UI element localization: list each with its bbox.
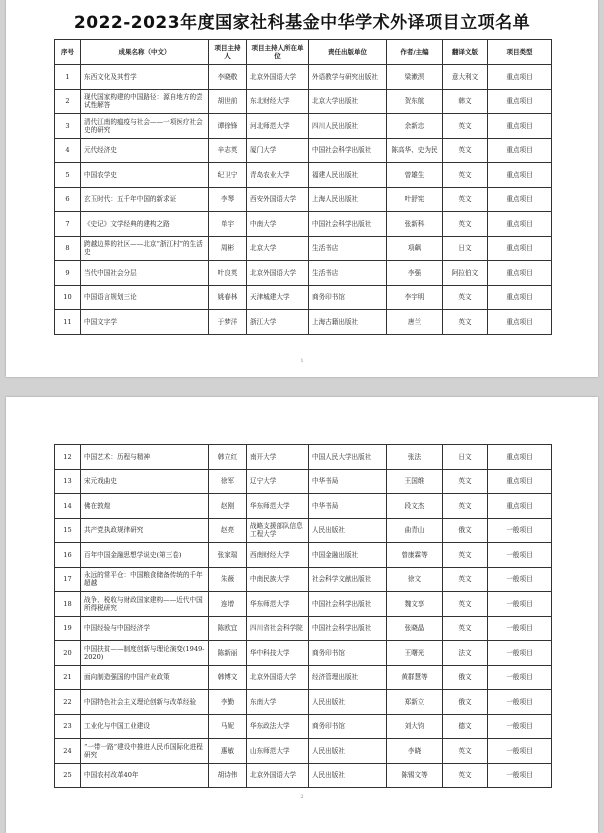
table-row bbox=[55, 310, 552, 335]
row-author: 曾雄生 bbox=[387, 163, 443, 188]
table-row bbox=[55, 163, 552, 188]
row-org: 山东师范大学 bbox=[247, 739, 309, 764]
row-type: 重点项目 bbox=[488, 310, 552, 335]
row-publisher: 生活书店 bbox=[309, 236, 387, 261]
header-org: 项目主持人所在单位 bbox=[247, 40, 309, 65]
row-host: 李晓敬 bbox=[209, 65, 247, 90]
row-host: 李琴 bbox=[209, 187, 247, 212]
row-type: 重点项目 bbox=[488, 469, 552, 494]
row-no: 18 bbox=[55, 592, 81, 617]
document-page-2 bbox=[6, 397, 598, 833]
table-row bbox=[55, 469, 552, 494]
header-name: 成果名称（中文） bbox=[81, 40, 209, 65]
table-row bbox=[55, 494, 552, 519]
table-row bbox=[55, 138, 552, 163]
row-org: 中南大学 bbox=[247, 212, 309, 237]
row-author: 张晓晶 bbox=[387, 616, 443, 641]
row-host: 纪卫宁 bbox=[209, 163, 247, 188]
row-type: 一般项目 bbox=[488, 567, 552, 592]
row-host: 陈新丽 bbox=[209, 641, 247, 666]
row-name: 佛在敦煌 bbox=[81, 494, 209, 519]
row-name: 玄玉时代：五千年中国的新求证 bbox=[81, 187, 209, 212]
row-type: 重点项目 bbox=[488, 65, 552, 90]
row-org: 青岛农业大学 bbox=[247, 163, 309, 188]
row-lang: 日文 bbox=[443, 445, 488, 470]
row-publisher: 中国社会科学出版社 bbox=[309, 592, 387, 617]
row-name: 面向制造强国的中国产业政策 bbox=[81, 665, 209, 690]
row-author: 叶舒宪 bbox=[387, 187, 443, 212]
page-number: 1 bbox=[300, 358, 304, 364]
row-org: 战略支援部队信息工程大学 bbox=[247, 518, 309, 543]
row-type: 一般项目 bbox=[488, 714, 552, 739]
row-type: 一般项目 bbox=[488, 543, 552, 568]
project-table-page-2 bbox=[54, 444, 552, 788]
row-no: 23 bbox=[55, 714, 81, 739]
row-name: 跨越边界的社区——北京“浙江村”的生活史 bbox=[81, 236, 209, 261]
row-host: 韩立红 bbox=[209, 445, 247, 470]
row-org: 北京外国语大学 bbox=[247, 261, 309, 286]
row-publisher: 人民出版社 bbox=[309, 518, 387, 543]
row-type: 一般项目 bbox=[488, 592, 552, 617]
row-no: 12 bbox=[55, 445, 81, 470]
row-author: 曾康霖等 bbox=[387, 543, 443, 568]
row-lang: 法文 bbox=[443, 641, 488, 666]
row-lang: 英文 bbox=[443, 763, 488, 788]
row-host: 赵刚 bbox=[209, 494, 247, 519]
row-name: 永远的常平仓：中国粮食储备传统的千年超越 bbox=[81, 567, 209, 592]
row-host: 叶良英 bbox=[209, 261, 247, 286]
row-author: 魏文享 bbox=[387, 592, 443, 617]
row-publisher: 中国金融出版社 bbox=[309, 543, 387, 568]
row-name: 中国农村改革40年 bbox=[81, 763, 209, 788]
header-publisher: 责任出版单位 bbox=[309, 40, 387, 65]
row-name: 百年中国金融思想学说史(第三卷) bbox=[81, 543, 209, 568]
row-type: 重点项目 bbox=[488, 261, 552, 286]
row-publisher: 中国人民大学出版社 bbox=[309, 445, 387, 470]
row-author: 徐文 bbox=[387, 567, 443, 592]
row-host: 韩博文 bbox=[209, 665, 247, 690]
table-row bbox=[55, 187, 552, 212]
row-publisher: 上海古籍出版社 bbox=[309, 310, 387, 335]
row-no: 25 bbox=[55, 763, 81, 788]
row-author: 刘大钧 bbox=[387, 714, 443, 739]
row-org: 华中科技大学 bbox=[247, 641, 309, 666]
row-lang: 英文 bbox=[443, 592, 488, 617]
row-no: 5 bbox=[55, 163, 81, 188]
row-lang: 英文 bbox=[443, 310, 488, 335]
project-table-page-1 bbox=[54, 39, 552, 335]
row-org: 东北财经大学 bbox=[247, 89, 309, 114]
row-lang: 英文 bbox=[443, 567, 488, 592]
row-name: 《史记》文学经典的建构之路 bbox=[81, 212, 209, 237]
row-author: 曲青山 bbox=[387, 518, 443, 543]
table-row bbox=[55, 285, 552, 310]
row-name: 中国扶贫——制度创新与理论演变(1949-2020) bbox=[81, 641, 209, 666]
row-lang: 英文 bbox=[443, 212, 488, 237]
row-org: 厦门大学 bbox=[247, 138, 309, 163]
row-author: 王国维 bbox=[387, 469, 443, 494]
row-org: 华东师范大学 bbox=[247, 494, 309, 519]
table-row bbox=[55, 518, 552, 543]
row-publisher: 社会科学文献出版社 bbox=[309, 567, 387, 592]
row-author: 李强 bbox=[387, 261, 443, 286]
row-host: 惠敏 bbox=[209, 739, 247, 764]
row-no: 21 bbox=[55, 665, 81, 690]
row-type: 一般项目 bbox=[488, 616, 552, 641]
row-host: 徐军 bbox=[209, 469, 247, 494]
table-row bbox=[55, 690, 552, 715]
table-row bbox=[55, 114, 552, 139]
row-publisher: 经济管理出版社 bbox=[309, 665, 387, 690]
row-publisher: 四川人民出版社 bbox=[309, 114, 387, 139]
row-author: 李宇明 bbox=[387, 285, 443, 310]
row-lang: 德文 bbox=[443, 714, 488, 739]
row-no: 2 bbox=[55, 89, 81, 114]
row-type: 重点项目 bbox=[488, 236, 552, 261]
row-publisher: 中国社会科学出版社 bbox=[309, 616, 387, 641]
row-lang: 俄文 bbox=[443, 518, 488, 543]
row-name: 共产党执政规律研究 bbox=[81, 518, 209, 543]
row-lang: 英文 bbox=[443, 616, 488, 641]
row-no: 15 bbox=[55, 518, 81, 543]
table-row bbox=[55, 212, 552, 237]
row-org: 天津城建大学 bbox=[247, 285, 309, 310]
row-type: 一般项目 bbox=[488, 518, 552, 543]
table-row bbox=[55, 445, 552, 470]
row-name: 中国语言规划三论 bbox=[81, 285, 209, 310]
row-org: 北京外国语大学 bbox=[247, 65, 309, 90]
row-no: 22 bbox=[55, 690, 81, 715]
row-name: 中国农学史 bbox=[81, 163, 209, 188]
row-host: 赵亮 bbox=[209, 518, 247, 543]
table-row bbox=[55, 714, 552, 739]
row-name: 当代中国社会分层 bbox=[81, 261, 209, 286]
row-org: 华东政法大学 bbox=[247, 714, 309, 739]
row-author: 王曙光 bbox=[387, 641, 443, 666]
row-type: 重点项目 bbox=[488, 494, 552, 519]
row-publisher: 中华书局 bbox=[309, 494, 387, 519]
row-lang: 英文 bbox=[443, 494, 488, 519]
table-row bbox=[55, 592, 552, 617]
row-no: 17 bbox=[55, 567, 81, 592]
row-type: 一般项目 bbox=[488, 690, 552, 715]
row-author: 陈高华、史为民 bbox=[387, 138, 443, 163]
row-author: 余新忠 bbox=[387, 114, 443, 139]
row-lang: 英文 bbox=[443, 187, 488, 212]
row-host: 张家瑞 bbox=[209, 543, 247, 568]
row-lang: 韩文 bbox=[443, 89, 488, 114]
table-row bbox=[55, 616, 552, 641]
row-no: 8 bbox=[55, 236, 81, 261]
row-no: 13 bbox=[55, 469, 81, 494]
page-number: 2 bbox=[300, 794, 304, 800]
row-author: 项飙 bbox=[387, 236, 443, 261]
row-name: 工业化与中国工业建设 bbox=[81, 714, 209, 739]
row-type: 一般项目 bbox=[488, 665, 552, 690]
row-publisher: 外语教学与研究出版社 bbox=[309, 65, 387, 90]
row-name: 东西文化及其哲学 bbox=[81, 65, 209, 90]
row-no: 11 bbox=[55, 310, 81, 335]
row-type: 重点项目 bbox=[488, 114, 552, 139]
row-publisher: 中国社会科学出版社 bbox=[309, 138, 387, 163]
row-host: 朱薇 bbox=[209, 567, 247, 592]
row-no: 14 bbox=[55, 494, 81, 519]
header-author: 作者/主编 bbox=[387, 40, 443, 65]
row-author: 唐兰 bbox=[387, 310, 443, 335]
table-header-row bbox=[55, 40, 552, 65]
row-org: 北京大学 bbox=[247, 236, 309, 261]
row-org: 北京外国语大学 bbox=[247, 665, 309, 690]
row-host: 胡诗伟 bbox=[209, 763, 247, 788]
row-no: 16 bbox=[55, 543, 81, 568]
row-host: 于梦洋 bbox=[209, 310, 247, 335]
row-name: 中国特色社会主义理论创新与改革经验 bbox=[81, 690, 209, 715]
row-author: 贺东航 bbox=[387, 89, 443, 114]
row-no: 6 bbox=[55, 187, 81, 212]
row-org: 西安外国语大学 bbox=[247, 187, 309, 212]
table-row bbox=[55, 739, 552, 764]
header-type: 项目类型 bbox=[488, 40, 552, 65]
row-publisher: 商务印书馆 bbox=[309, 641, 387, 666]
row-host: 姚春林 bbox=[209, 285, 247, 310]
table-row bbox=[55, 236, 552, 261]
row-publisher: 生活书店 bbox=[309, 261, 387, 286]
row-org: 华东师范大学 bbox=[247, 592, 309, 617]
row-org: 北京外国语大学 bbox=[247, 763, 309, 788]
row-lang: 阿拉伯文 bbox=[443, 261, 488, 286]
row-lang: 英文 bbox=[443, 543, 488, 568]
row-publisher: 人民出版社 bbox=[309, 739, 387, 764]
row-org: 东南大学 bbox=[247, 690, 309, 715]
row-lang: 意大利文 bbox=[443, 65, 488, 90]
row-lang: 英文 bbox=[443, 114, 488, 139]
row-host: 辛志英 bbox=[209, 138, 247, 163]
row-host: 李勤 bbox=[209, 690, 247, 715]
row-author: 陈锡文等 bbox=[387, 763, 443, 788]
row-name: 中国艺术：历程与精神 bbox=[81, 445, 209, 470]
row-org: 浙江大学 bbox=[247, 310, 309, 335]
row-publisher: 中国社会科学出版社 bbox=[309, 212, 387, 237]
row-publisher: 人民出版社 bbox=[309, 763, 387, 788]
table-row bbox=[55, 89, 552, 114]
row-lang: 英文 bbox=[443, 163, 488, 188]
row-no: 20 bbox=[55, 641, 81, 666]
row-name: 中国文字学 bbox=[81, 310, 209, 335]
row-author: 郑新立 bbox=[387, 690, 443, 715]
row-host: 马妮 bbox=[209, 714, 247, 739]
row-author: 黄群慧等 bbox=[387, 665, 443, 690]
header-host: 项目主持人 bbox=[209, 40, 247, 65]
row-type: 一般项目 bbox=[488, 641, 552, 666]
row-type: 重点项目 bbox=[488, 163, 552, 188]
row-type: 重点项目 bbox=[488, 138, 552, 163]
table-row bbox=[55, 641, 552, 666]
row-host: 陈欧宜 bbox=[209, 616, 247, 641]
row-org: 西南财经大学 bbox=[247, 543, 309, 568]
row-name: 战争、税收与财政国家建构——近代中国所得税研究 bbox=[81, 592, 209, 617]
table-row bbox=[55, 65, 552, 90]
row-host: 连增 bbox=[209, 592, 247, 617]
row-lang: 英文 bbox=[443, 739, 488, 764]
row-publisher: 上海人民出版社 bbox=[309, 187, 387, 212]
document-page-1 bbox=[6, 0, 598, 377]
row-publisher: 福建人民出版社 bbox=[309, 163, 387, 188]
row-type: 一般项目 bbox=[488, 739, 552, 764]
row-type: 重点项目 bbox=[488, 89, 552, 114]
row-name: 中国经验与中国经济学 bbox=[81, 616, 209, 641]
row-org: 四川省社会科学院 bbox=[247, 616, 309, 641]
row-host: 谭徐锋 bbox=[209, 114, 247, 139]
row-lang: 俄文 bbox=[443, 690, 488, 715]
row-host: 胡世前 bbox=[209, 89, 247, 114]
row-no: 9 bbox=[55, 261, 81, 286]
row-name: 宋元戏曲史 bbox=[81, 469, 209, 494]
row-author: 李晓 bbox=[387, 739, 443, 764]
table-row bbox=[55, 763, 552, 788]
row-no: 10 bbox=[55, 285, 81, 310]
row-author: 张法 bbox=[387, 445, 443, 470]
table-row bbox=[55, 665, 552, 690]
row-no: 3 bbox=[55, 114, 81, 139]
row-no: 24 bbox=[55, 739, 81, 764]
row-publisher: 商务印书馆 bbox=[309, 285, 387, 310]
row-author: 张新科 bbox=[387, 212, 443, 237]
table-row bbox=[55, 261, 552, 286]
row-org: 南开大学 bbox=[247, 445, 309, 470]
row-publisher: 商务印书馆 bbox=[309, 714, 387, 739]
row-type: 重点项目 bbox=[488, 212, 552, 237]
row-publisher: 中华书局 bbox=[309, 469, 387, 494]
row-host: 单宇 bbox=[209, 212, 247, 237]
table-row bbox=[55, 567, 552, 592]
row-name: 元代经济史 bbox=[81, 138, 209, 163]
row-lang: 英文 bbox=[443, 138, 488, 163]
row-name: “一带一路”建设中推进人民币国际化进程研究 bbox=[81, 739, 209, 764]
row-type: 重点项目 bbox=[488, 445, 552, 470]
row-author: 段文杰 bbox=[387, 494, 443, 519]
row-no: 1 bbox=[55, 65, 81, 90]
header-lang: 翻译文版 bbox=[443, 40, 488, 65]
row-no: 4 bbox=[55, 138, 81, 163]
row-host: 周彬 bbox=[209, 236, 247, 261]
row-org: 河北师范大学 bbox=[247, 114, 309, 139]
row-name: 现代国家构建的中国路径：源自地方的尝试性解答 bbox=[81, 89, 209, 114]
row-lang: 英文 bbox=[443, 469, 488, 494]
document-title: 2022-2023年度国家社科基金中华学术外译项目立项名单 bbox=[73, 13, 531, 33]
row-no: 19 bbox=[55, 616, 81, 641]
row-author: 梁漱溟 bbox=[387, 65, 443, 90]
row-name: 清代江南的瘟疫与社会——一项医疗社会史的研究 bbox=[81, 114, 209, 139]
row-lang: 俄文 bbox=[443, 665, 488, 690]
row-type: 一般项目 bbox=[488, 763, 552, 788]
row-no: 7 bbox=[55, 212, 81, 237]
row-publisher: 北京大学出版社 bbox=[309, 89, 387, 114]
row-publisher: 人民出版社 bbox=[309, 690, 387, 715]
row-org: 辽宁大学 bbox=[247, 469, 309, 494]
row-lang: 英文 bbox=[443, 285, 488, 310]
row-org: 中南民族大学 bbox=[247, 567, 309, 592]
row-lang: 日文 bbox=[443, 236, 488, 261]
row-type: 重点项目 bbox=[488, 285, 552, 310]
header-no: 序号 bbox=[55, 40, 81, 65]
row-type: 重点项目 bbox=[488, 187, 552, 212]
table-row bbox=[55, 543, 552, 568]
